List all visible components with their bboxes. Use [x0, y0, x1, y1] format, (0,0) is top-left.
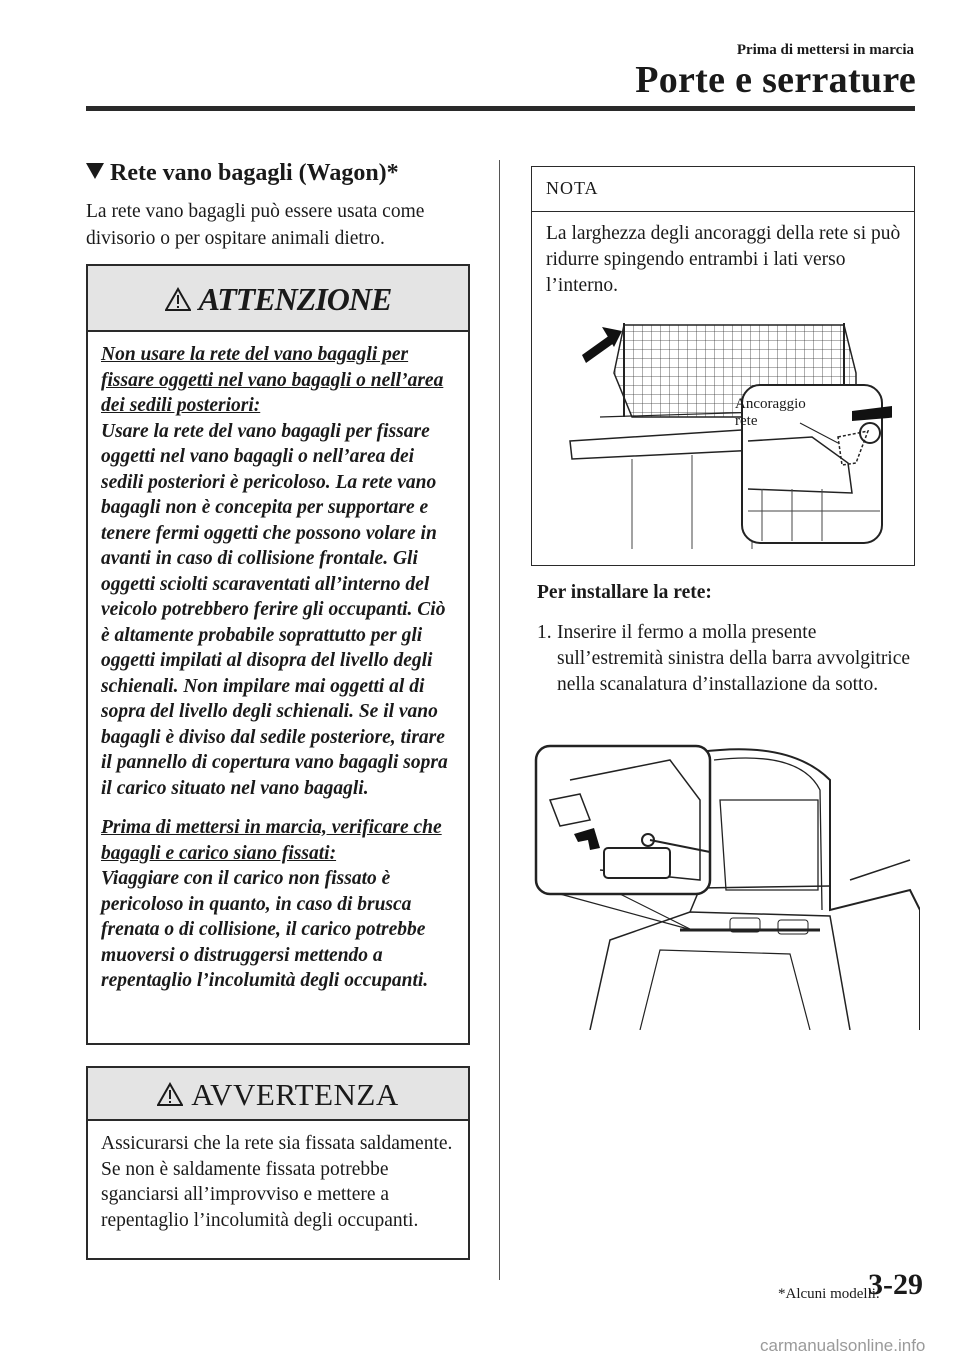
attention-body-2: Viaggiare con il carico non fissato è pericoloso in quanto, in caso di brusca frenata o di collisione, il carico potrebbe muoversi o distruggersi mettendo a repentaglio l’incolumità degli occupanti.: [101, 868, 429, 991]
figure-label-line-2: rete: [735, 413, 758, 429]
column-divider: [499, 160, 500, 1280]
warning-title: AVVERTENZA: [191, 1077, 399, 1112]
header-rule: [86, 106, 915, 111]
attention-title: ATTENZIONE: [198, 281, 392, 317]
attention-box: [86, 264, 470, 1045]
warning-header: [88, 1068, 468, 1121]
chapter-title: Prima di mettersi in marcia: [736, 42, 914, 58]
attention-body-1: Usare la rete del vano bagagli per fissare oggetti nel vano bagagli o nell’area dei sedili posteriori è pericoloso. La rete vano bagagli non è concepita per supportare e tenere fermi oggetti che possono volare in avanti in caso di collisione frontale. Gli oggetti sciolti scaraventati all’interno del veicolo potrebbero ferire gli occupanti. Ciò è altamente probabile soprattutto per gli oggetti impilati al disopra del livello degli schienali. Non impilare mai oggetti al di sopra del livello degli schienali. Se il vano bagagli è diviso dal sedile posteriore, tirare il pannello di copertura vano bagagli sopra il carico situato nel vano bagagli.: [101, 420, 448, 799]
note-box: [531, 166, 915, 566]
warning-triangle-icon: [157, 1082, 183, 1106]
section-header: Porte e serrature: [635, 59, 916, 101]
step-number: 1.: [537, 622, 552, 643]
figure-label-line-1: Ancoraggio: [735, 396, 806, 412]
footnote: *Alcuni modelli.: [778, 1286, 880, 1302]
attention-heading-2: Prima di mettersi in marcia, verificare che bagagli e carico siano fissati:: [101, 817, 442, 864]
figure-label: [735, 396, 806, 430]
step-text-content: Inserire il fermo a molla presente sull’estremità sinistra della barra avvolgitrice nella scanalatura d’installazione da sotto.: [557, 622, 911, 695]
step-text: [537, 620, 917, 698]
section-title: [86, 160, 399, 187]
net-anchor-illustration: [552, 313, 892, 549]
triangle-down-icon: [86, 163, 104, 179]
attention-header: [88, 266, 468, 332]
watermark: carmanualsonline.info: [760, 1336, 926, 1355]
attention-heading-1: Non usare la rete del vano bagagli per fissare oggetti nel vano bagagli o nell’area dei sedili posteriori:: [101, 344, 444, 416]
note-body: La larghezza degli ancoraggi della rete si può ridurre spingendo entrambi i lati verso l’interno.: [546, 223, 901, 296]
warning-body: Assicurarsi che la rete sia fissata saldamente. Se non è saldamente fissata potrebbe sganciarsi all’improvviso e mettere a repentaglio l’incolumità degli occupanti.: [101, 1133, 453, 1231]
intro-paragraph: La rete vano bagagli può essere usata come divisorio o per ospitare animali dietro.: [86, 201, 425, 249]
attention-paragraph-1: [101, 342, 456, 801]
page-number: 3-29: [868, 1268, 923, 1301]
install-title: Per installare la rete:: [537, 582, 712, 603]
warning-box: [86, 1066, 470, 1260]
trunk-installation-illustration: [530, 740, 920, 1030]
warning-triangle-icon: [165, 287, 191, 311]
note-title: NOTA: [532, 167, 914, 212]
section-title-text: Rete vano bagagli (Wagon)*: [110, 160, 399, 186]
install-step-1: [537, 620, 917, 698]
attention-paragraph-2: [101, 815, 456, 994]
